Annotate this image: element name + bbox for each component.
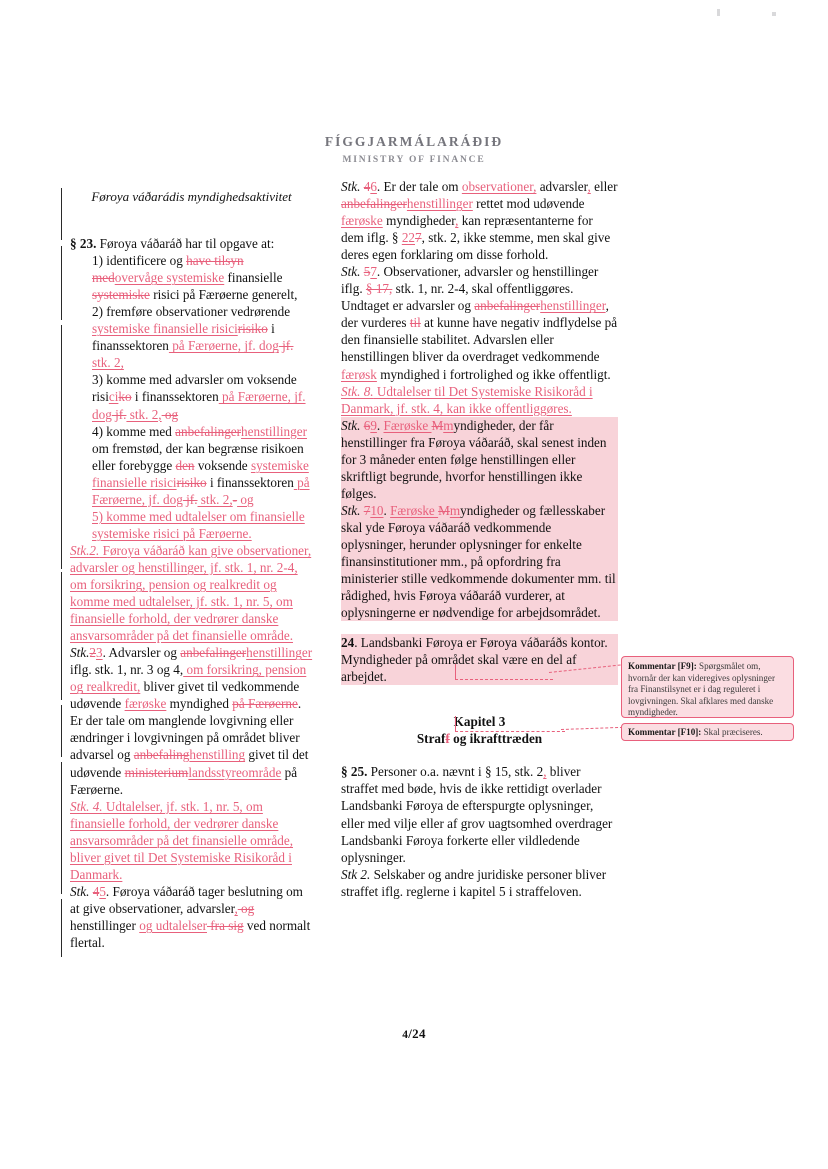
comment-anchor-f10 [455, 716, 456, 732]
stk-4-label: Stk. 4. [70, 798, 103, 814]
inserted-text: ci [108, 389, 119, 405]
stk-10-mid3: skal yde Føroya váðaráð vedkommende oplysninger, herunder oplysninger for enkelte finansinstitutioner mm., på opfordring fra ministerier stille vedkommende dokumenter mm. til rådighed, hvis Føroya váðaráð vurderer, at oplysningerne er nødvendige for arbejdsområdet. [341, 519, 616, 621]
inserted-text: 7 [370, 264, 377, 280]
inserted-text: på Færøerne, jf. dog [92, 389, 306, 422]
deleted-text: 6 [363, 417, 371, 433]
stk-7-mid2: stk. 1, nr. 2-4, skal offentliggøres. Undtaget er advarsler og [341, 281, 574, 314]
deleted-text: anbefalinger [180, 645, 247, 661]
stk-9 [341, 417, 618, 502]
item-4-lead: 4) komme med [92, 423, 176, 439]
inserted-text: på Færøerne, jf. dog [92, 474, 310, 507]
revision-change-bar [61, 762, 62, 894]
comment-tag: Kommentar [F10]: [628, 727, 702, 737]
deleted-text: § 17, [365, 281, 393, 297]
deleted-text: til [409, 315, 421, 331]
stk-3-label: Stk. [70, 645, 90, 661]
deleted-text: jf. [111, 406, 127, 422]
comment-leader-f9 [455, 679, 553, 680]
paragraph-23-lead: Føroya váðaráð har til opgave at: [96, 236, 275, 252]
deleted-text: på Færøerne [232, 696, 298, 712]
inserted-text: m [449, 502, 461, 518]
deleted-text: anbefalinger [175, 423, 242, 439]
inserted-text: færøske [124, 696, 167, 712]
deleted-text: 7 [363, 502, 371, 518]
stk-6-mid7: , stk. 2, ikke stemme, men skal give deres egen forklaring om disse forhold. [341, 230, 611, 263]
stk-5-mid1: . Føroya váðaráð tager beslutning om at give observationer, advarsler [70, 883, 303, 916]
inserted-text: observationer, [461, 179, 537, 194]
stk-10 [341, 502, 618, 621]
deleted-text: 7 [415, 230, 422, 246]
item-2 [70, 303, 313, 371]
comment-balloon-f9[interactable] [621, 656, 794, 718]
paragraph-25 [341, 763, 618, 865]
deleted-text: risiko [237, 321, 268, 337]
inserted-text: og [237, 491, 254, 507]
deleted-text: 4 [92, 883, 100, 899]
item-3-mid: i finanssektoren [131, 389, 219, 405]
stk-3-mid4: . Er der tale om manglende lovgivning eller ændringer i lovgivningen på området bliver advarsel og [70, 696, 302, 763]
deleted-text: ko [118, 389, 132, 405]
stk-2-text-p25: Selskaber og andre juridiske personer bliver straffet iflg. reglerne i kapitel 5 i straffeloven. [341, 866, 607, 899]
stk-6-mid4: rettet mod udøvende [472, 196, 585, 212]
paragraph-23 [70, 235, 313, 252]
deleted-text: ministerium [124, 764, 189, 780]
left-text-column [70, 188, 313, 951]
stk-2-label-p25: Stk 2. [341, 866, 371, 882]
comment-text: Skal præciseres. [701, 727, 763, 737]
section-heading: Føroya váðarádis myndighedsaktivitet [91, 189, 292, 204]
right-text-column [341, 178, 618, 900]
inserted-text: stk. 2, [92, 355, 124, 371]
page-number [0, 1026, 828, 1042]
inserted-text: , jf. dog [237, 338, 279, 354]
scan-artifact [772, 12, 776, 16]
spacer [341, 685, 618, 713]
revision-change-bar [61, 246, 62, 320]
inserted-text: , [234, 900, 238, 916]
stk-4-new [70, 798, 313, 883]
stk-3-mid1: iflg. stk. 1, nr. 3 og 4, [70, 662, 184, 678]
stk-3-mid3: myndighed [166, 696, 233, 712]
deleted-text: fra sig [206, 917, 244, 933]
stk-6-mid3: eller [590, 179, 618, 194]
inserted-text: landsstyreområde [188, 764, 282, 780]
deleted-text: anbefaling [133, 747, 190, 763]
chapter-title-pre: Straf [416, 731, 446, 747]
deleted-text: anbefalinger [341, 196, 407, 212]
stk-2-label: Stk.2. [70, 542, 100, 558]
inserted-text: 5 [99, 883, 106, 899]
inserted-text: , [543, 764, 547, 780]
stk-7-mid5: myndighed i fortrolighed og ikke offentligt. [376, 366, 611, 382]
item-4-mid3: i finanssektoren [206, 474, 294, 490]
paragraph-25-mid1: Personer o.a. nævnt i § 15, stk. 2 [367, 764, 544, 780]
deleted-text: og [161, 406, 179, 422]
deleted-text: jf. [278, 338, 294, 354]
stk-6-mid1: . Er der tale om [376, 179, 462, 194]
scan-artifact [717, 9, 720, 16]
stk-6-mid5: myndigheder [382, 213, 456, 229]
paragraph-25-mid2: bliver straffet med bøde, hvis de ikke rettidigt overlader Landsbanki Føroya de efterspurgte oplysninger, eller med vilje eller af grov uagtsomhed overdrager Landsbanki Føroya forkerte eller vildledende oplysninger. [341, 764, 613, 865]
inserted-text: stk. 2, [197, 491, 233, 507]
inserted-text: henstillinger [406, 196, 473, 212]
inserted-text: om forsikring, pension og realkredit, [70, 662, 307, 695]
deleted-text: M [438, 502, 450, 518]
letterhead [0, 134, 828, 165]
paragraph-23-number: § 23. [70, 236, 97, 252]
comment-leader-f10 [455, 731, 565, 732]
stk-7-label: Stk. [341, 264, 364, 280]
item-2-mid: i finanssektoren [92, 321, 275, 354]
spacer [341, 747, 618, 763]
inserted-text: systemiske finansielle risici [92, 457, 309, 490]
organization-name: FÍGGJARMÁLARÁÐIÐ [324, 134, 504, 149]
comment-balloon-f10[interactable] [621, 723, 794, 741]
inserted-text: stk. 2, [126, 406, 162, 422]
inserted-text: Færøske [390, 502, 439, 518]
inserted-text: , [455, 213, 459, 229]
inserted-text: henstillinger [246, 645, 313, 661]
inserted-text: systemiske [163, 270, 225, 286]
revision-change-bar [61, 572, 62, 700]
stk-7-mid3: , der vurderes [341, 298, 609, 331]
stk-6-mid2: advarsler [536, 179, 588, 194]
stk-8-text: Udtalelser til Det Systemiske Risikoråd i Danmark, jf. stk. 4, kan ikke offentliggøres. [341, 383, 593, 416]
stk-7 [341, 263, 618, 382]
page-number-separator: / [408, 1026, 413, 1041]
stk-5-mid2: henstillinger [70, 917, 140, 933]
deleted-text: f [445, 731, 450, 747]
inserted-text: færøske [341, 213, 383, 229]
stk-9-mid1: . [376, 417, 384, 433]
item-4 [70, 423, 313, 508]
chapter-heading-line-2 [341, 730, 618, 747]
deleted-text: 2 [89, 645, 97, 661]
inserted-text: på Færøerne [168, 338, 238, 354]
stk-8-label: Stk. 8. [341, 383, 374, 399]
deleted-text: 4 [363, 179, 371, 194]
deleted-text: have tilsyn med [92, 253, 244, 286]
inserted-text: overvåge [114, 270, 164, 286]
inserted-text: 22 [401, 230, 415, 246]
inserted-text: og udtalelser [139, 917, 207, 933]
revision-change-bar [61, 705, 62, 757]
stk-10-mid2: yndigheder og fællesskaber [460, 502, 606, 518]
page-number-current: 4 [402, 1029, 409, 1041]
comment-anchor-f9 [455, 664, 456, 680]
item-5-inserted: 5) komme med udtalelser om finansielle systemiske risici på Færøerne. [92, 508, 305, 541]
revision-change-bar [61, 325, 62, 569]
inserted-text: 3 [96, 645, 103, 661]
deleted-text: og [237, 900, 255, 916]
stk-2-new [70, 542, 313, 644]
chapter-title-post: og ikrafttræden [449, 731, 543, 747]
inserted-text: systemiske finansielle risici [92, 321, 238, 337]
stk-7-mid1: . Observationer, advarsler og henstillinger iflg. [341, 264, 599, 297]
paragraph-24 [341, 634, 618, 685]
inserted-text: henstillinger [241, 423, 307, 439]
stk-3 [70, 644, 313, 797]
stk-6-label: Stk. [341, 179, 364, 194]
stk-5 [70, 883, 313, 951]
stk-5-label: Stk. [70, 883, 93, 899]
deleted-text: 5 [363, 264, 371, 280]
stk-7-mid4: at kunne have negativ indflydelse på den finansielle stabilitet. Advarslen eller henstillingen bliver da overdraget vedkommende [341, 315, 618, 365]
item-1-tail: risici på Færøerne generelt, [149, 287, 298, 303]
stk-9-label: Stk. [341, 417, 364, 433]
deleted-text: systemiske [92, 287, 150, 303]
paragraph-25-stk-2 [341, 866, 618, 900]
item-1-mid: finansielle [224, 270, 283, 286]
comment-text: Spørgsmålet om, hvornår der kan videregives oplysninger fra Finanstilsynet er i dag reguleret i lovgivningen. Skal afklares med danske myndigheder. [628, 661, 775, 718]
paragraph-24-number: 24 [341, 635, 355, 651]
stk-3-mid5: givet til det udøvende [70, 747, 309, 780]
inserted-text: 6 [370, 179, 377, 194]
stk-5-mid3: ved normalt flertal. [70, 917, 311, 950]
deleted-text: den [175, 457, 195, 473]
inserted-text: 10 [370, 502, 384, 518]
item-4-mid1: om fremstød, der kan begrænse risikoen eller forebygge [92, 440, 304, 473]
comment-tag: Kommentar [F9]: [628, 661, 697, 671]
stk-9-mid2: yndigheder, der får henstillinger fra Føroya váðaráð, skal senest inden for 3 måneder enten følge henstillingen eller skriftligt begrunde, hvorfor henstillingen ikke følges. [341, 417, 607, 501]
item-3-lead: 3) komme med advarsler om voksende risi [92, 372, 297, 405]
item-2-lead: 2) fremføre observationer vedrørende [92, 304, 291, 320]
revision-change-bar [61, 899, 62, 957]
stk-3-label-end: . Advarsler og [102, 645, 181, 661]
deleted-text: - [232, 491, 238, 507]
inserted-text: 9 [370, 417, 377, 433]
stk-8-new [341, 383, 618, 417]
deleted-text: jf. [182, 491, 198, 507]
deleted-text: anbefalinger [474, 298, 541, 314]
page-number-total: 24 [412, 1026, 426, 1041]
deleted-text: risiko [176, 474, 207, 490]
organization-subtitle: MINISTRY OF FINANCE [342, 155, 486, 165]
stk-3-mid2: bliver givet til vedkommende udøvende [70, 679, 300, 712]
stk-4-text: Udtalelser, jf. stk. 1, nr. 5, om finansielle forhold, der vedrører danske ansvarsområder på det finansielle område, bliver givet til Det Systemiske Risikoråd i Danmark. [70, 798, 293, 882]
stk-10-mid1: . [383, 502, 391, 518]
inserted-text: m [443, 417, 454, 433]
stk-6 [341, 178, 618, 263]
paragraph-25-number: § 25. [341, 764, 368, 780]
item-1-num: 1) identificere og [92, 253, 187, 269]
deleted-text: M [431, 417, 444, 433]
inserted-text: , [587, 179, 591, 194]
inserted-text: henstillinger [540, 298, 606, 314]
stk-10-label: Stk. [341, 502, 364, 518]
item-3 [70, 371, 313, 422]
item-1 [70, 252, 313, 303]
chapter-heading-line-1: Kapitel 3 [453, 714, 506, 730]
spacer [341, 621, 618, 634]
stk-3-mid6: på Færøerne. [70, 764, 298, 797]
revision-change-bar [61, 188, 62, 240]
item-4-mid2: voksende [194, 457, 251, 473]
inserted-text: færøsk [341, 366, 377, 382]
stk-2-text: Føroya váðaráð kan give observationer, advarsler og henstillinger, jf. stk. 1, nr. 2-4, om forsikring, pension og realkredit og komme med udtalelser, jf. stk. 1, nr. 5, om finansielle forhold, der vedrører danske ansvarsområder på det finansielle område. [70, 542, 312, 644]
inserted-text: Færøske [383, 417, 432, 433]
stk-6-mid6: kan repræsentanterne for dem iflg. § [341, 213, 593, 246]
inserted-text: henstilling [189, 747, 246, 763]
paragraph-24-text: . Landsbanki Føroya er Føroya váðaráðs kontor. Myndigheder på området skal være en del af arbejdet. [341, 635, 608, 685]
